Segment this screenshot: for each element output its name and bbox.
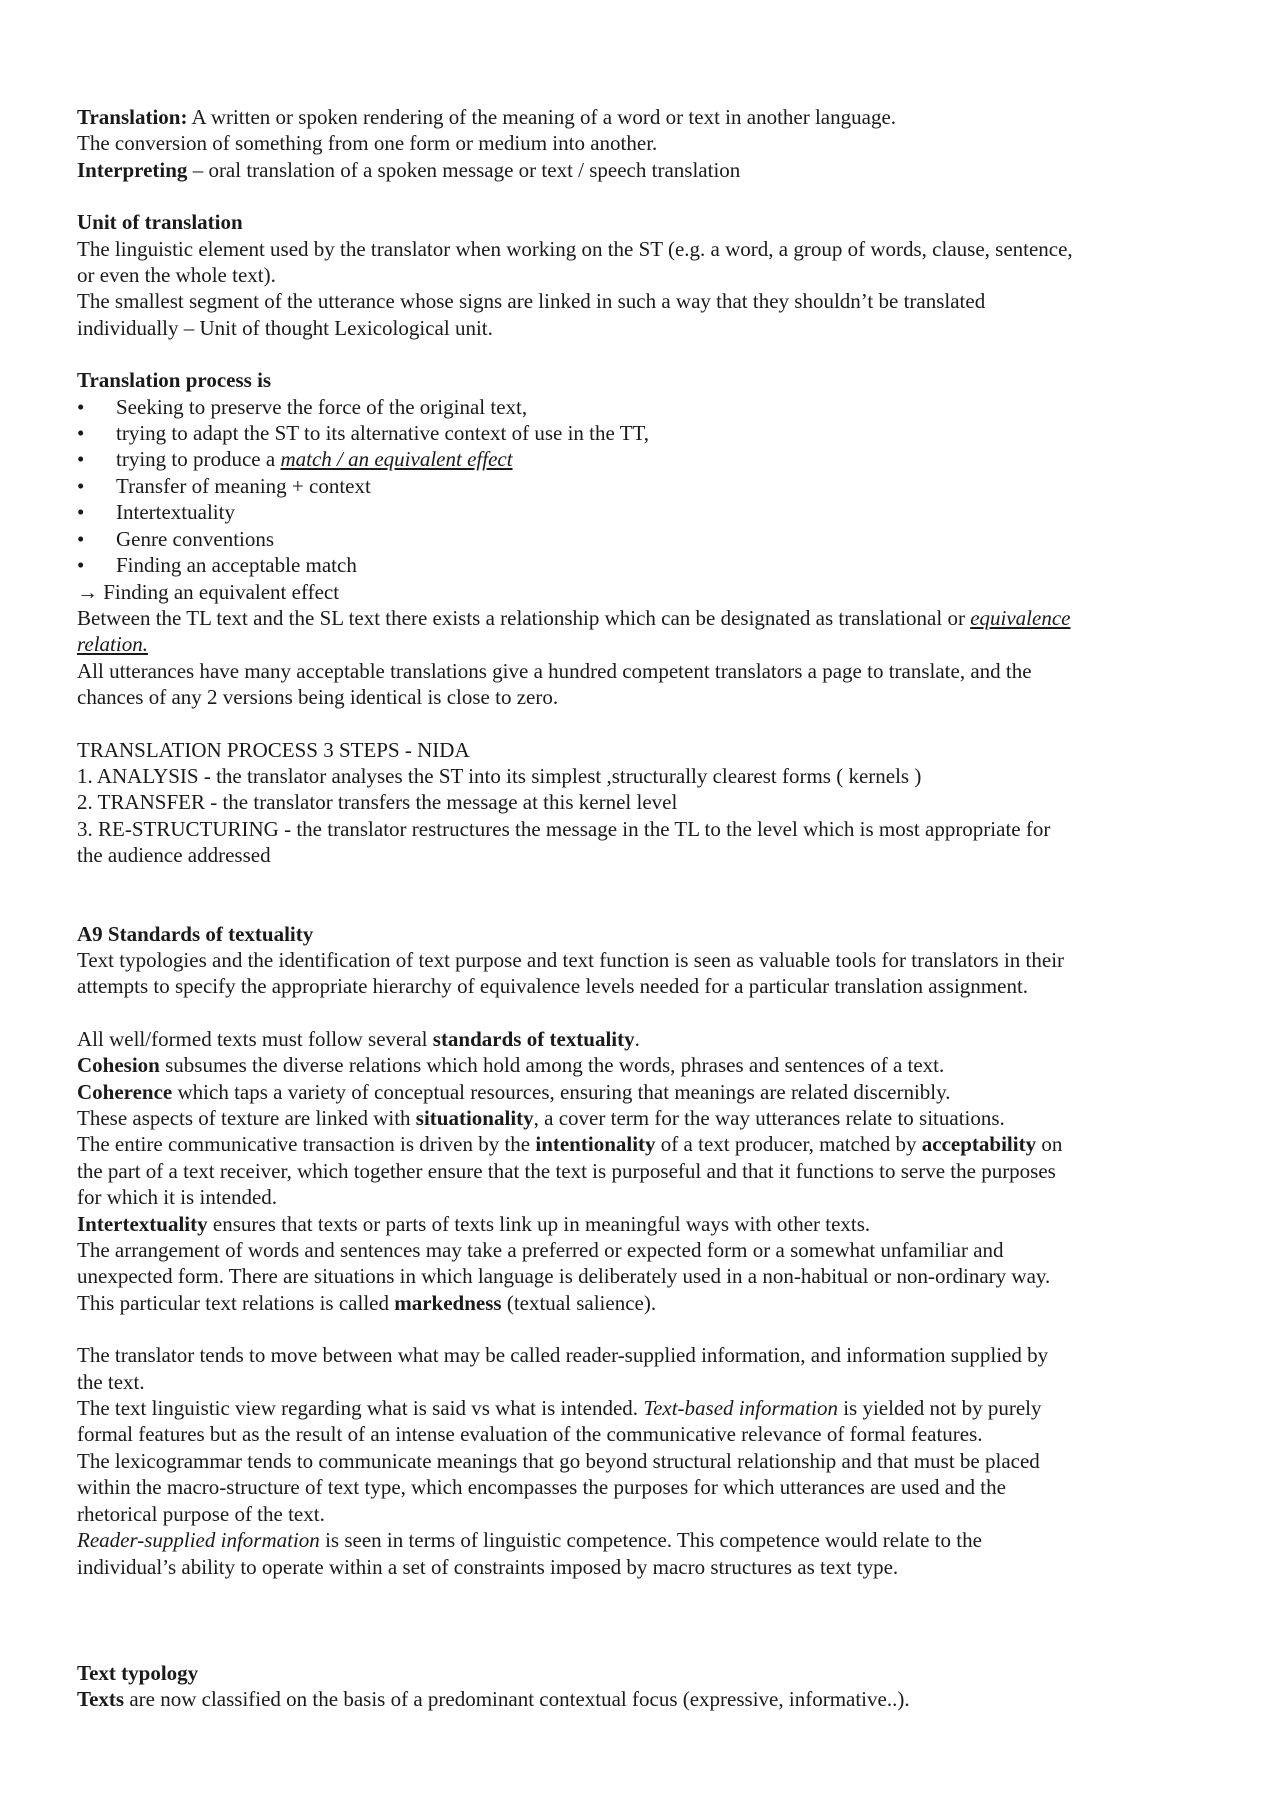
unit-paragraph-2-line-1: The smallest segment of the utterance whose signs are linked in such a way that they shouldn’t be translated: [77, 289, 986, 314]
list-item: • Finding an acceptable match: [77, 553, 357, 578]
arrow-equivalent-effect: → Finding an equivalent effect: [77, 579, 340, 604]
arrangement-line-2: unexpected form. There are situations in which language is deliberately used in a non-habitual or non-ordinary way.: [77, 1264, 1051, 1289]
term-translation: Translation:: [77, 105, 188, 129]
markedness-line: This particular text relations is called markedness (textual salience).: [77, 1290, 657, 1315]
intentionality-line-1: The entire communicative transaction is driven by the intentionality of a text producer, matched by acceptability on: [77, 1132, 1063, 1157]
reader-supplied-line-2: the text.: [77, 1369, 145, 1394]
equivalence-emphasis-1: equivalence: [970, 605, 1071, 630]
list-item: • Transfer of meaning + context: [77, 473, 371, 498]
list-item: • Seeking to preserve the force of the original text,: [77, 394, 528, 419]
equivalence-paragraph-line-1: Between the TL text and the SL text there exists a relationship which can be designated as translational or equivalence: [77, 605, 1071, 630]
heading-unit-of-translation: Unit of translation: [77, 210, 243, 235]
text-based-line-1: The text linguistic view regarding what is said vs what is intended. Text-based information is yielded not by purely: [77, 1396, 1042, 1421]
list-item: • Intertextuality: [77, 500, 235, 525]
arrangement-line-1: The arrangement of words and sentences may take a preferred or expected form or a somewhat unfamiliar and: [77, 1238, 1004, 1263]
reader-supplied-line-1: The translator tends to move between what may be called reader-supplied information, and information supplied by: [77, 1343, 1049, 1368]
translation-definition: Translation: A written or spoken rendering of the meaning of a word or text in another language.: [77, 105, 897, 129]
coherence-line: Coherence which taps a variety of conceptual resources, ensuring that meanings are related discernibly.: [77, 1079, 951, 1104]
intertextuality-line: Intertextuality ensures that texts or parts of texts link up in meaningful ways with other texts.: [77, 1211, 871, 1236]
cohesion-line: Cohesion subsumes the diverse relations which hold among the words, phrases and sentences of a text.: [77, 1053, 945, 1078]
well-formed-texts-line: All well/formed texts must follow several standards of textuality.: [77, 1026, 640, 1051]
term-interpreting: Interpreting: [77, 157, 188, 182]
competence-line-1: Reader-supplied information is seen in terms of linguistic competence. This competence would relate to the: [77, 1528, 982, 1553]
document-page: [77, 104, 1217, 1713]
lexicogrammar-line-2: within the macro-structure of text type, which encompasses the purposes for which utterances are used and the: [77, 1475, 1006, 1500]
list-item: • trying to adapt the ST to its alternative context of use in the TT,: [77, 421, 650, 446]
equivalence-emphasis-2: relation.: [77, 632, 148, 657]
competence-line-2: individual’s ability to operate within a set of constraints imposed by macro structures as text type.: [77, 1554, 899, 1579]
intentionality-line-2: the part of a text receiver, which together ensure that the text is purposeful and that it functions to serve the purposes: [77, 1158, 1056, 1183]
utterances-paragraph-line-2: chances of any 2 versions being identical is close to zero.: [77, 685, 559, 710]
heading-standards-of-textuality: A9 Standards of textuality: [77, 921, 314, 946]
lexicogrammar-line-3: rhetorical purpose of the text.: [77, 1501, 325, 1526]
utterances-paragraph-line-1: All utterances have many acceptable translations give a hundred competent translators a page to translate, and the: [77, 658, 1032, 683]
typology-line: Texts are now classified on the basis of a predominant contextual focus (expressive, informative..).: [77, 1687, 910, 1712]
equivalence-paragraph-line-2: [77, 631, 1217, 657]
nida-step-transfer: 2. TRANSFER - the translator transfers the message at this kernel level: [77, 790, 678, 815]
unit-paragraph-1-line-1: The linguistic element used by the translator when working on the ST (e.g. a word, a group of words, clause, sentence,: [77, 236, 1073, 261]
nida-step-restructuring-line-2: the audience addressed: [77, 843, 271, 868]
intentionality-line-3: for which it is intended.: [77, 1185, 278, 1210]
nida-step-restructuring-line-1: 3. RE-STRUCTURING - the translator restructures the message in the TL to the level which is most appropriate for: [77, 816, 1051, 841]
equivalent-effect-emphasis: match / an equivalent effect: [280, 447, 513, 472]
heading-translation-process: Translation process is: [77, 368, 272, 393]
heading-text-typology: Text typology: [77, 1660, 199, 1685]
lexicogrammar-line-1: The lexicogrammar tends to communicate meanings that go beyond structural relationship and that must be placed: [77, 1448, 1040, 1473]
typologies-line-2: attempts to specify the appropriate hierarchy of equivalence levels needed for a particular translation assignment.: [77, 974, 1029, 999]
heading-nida-steps: TRANSLATION PROCESS 3 STEPS - NIDA: [77, 737, 470, 762]
situationality-line: These aspects of texture are linked with situationality, a cover term for the way utterances relate to situations.: [77, 1106, 1005, 1130]
interpreting-definition: Interpreting – oral translation of a spoken message or text / speech translation: [77, 157, 741, 182]
unit-paragraph-2-line-2: individually – Unit of thought Lexicological unit.: [77, 315, 493, 340]
nida-step-analysis: 1. ANALYSIS - the translator analyses the ST into its simplest ,structurally clearest forms ( kernels ): [77, 763, 922, 788]
list-item: • trying to produce a match / an equivalent effect: [77, 447, 513, 472]
list-item: • Genre conventions: [77, 526, 275, 551]
text-based-line-2: formal features but as the result of an intense evaluation of the communicative relevance of formal features.: [77, 1422, 983, 1447]
unit-paragraph-1-line-2: or even the whole text).: [77, 263, 276, 288]
conversion-line: The conversion of something from one form or medium into another.: [77, 131, 658, 156]
typologies-line-1: Text typologies and the identification of text purpose and text function is seen as valuable tools for translators in their: [77, 947, 1065, 972]
